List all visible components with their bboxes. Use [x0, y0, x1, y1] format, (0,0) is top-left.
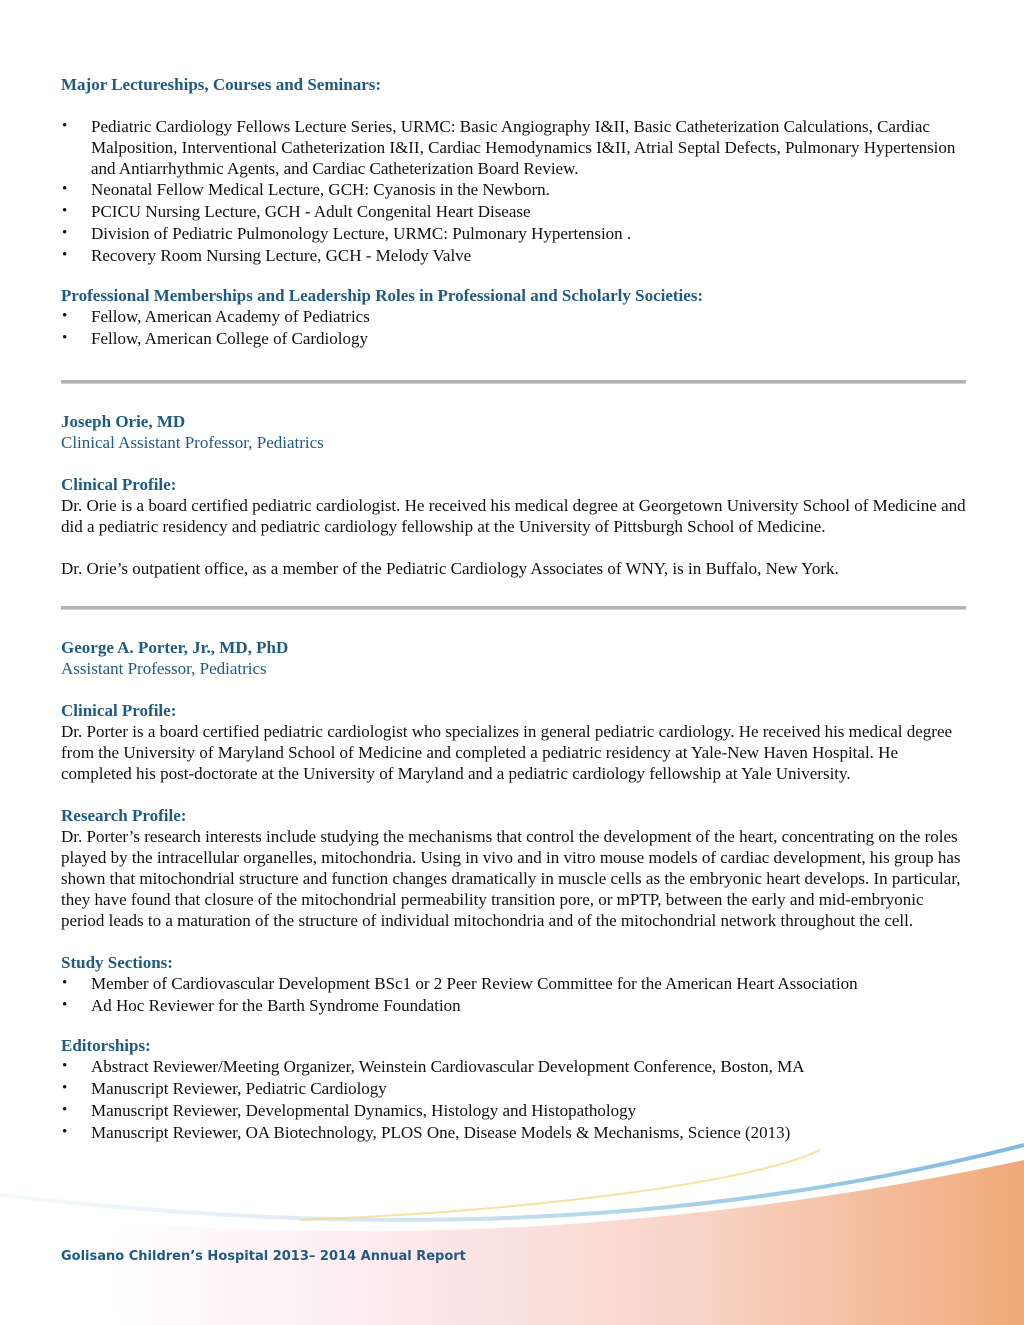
- porter-research-text: Dr. Porter’s research interests include studying the mechanisms that control the development of the heart, concentrating on the roles played by the intracellular organelles, mitochondria. Using in vivo and in vitro mouse models of cardiac development, his group has shown that mitochondrial structure and function changes dramatically in muscle cells as the embryonic heart develops. In particular, they have found that closure of the mitochondrial permeability transition pore, or mPTP, between the early and mid-embryonic period leads to a maturation of the structure of individual mitochondria and of the mitochondrial network throughout the cell.: [61, 827, 961, 930]
- editorships-list: [61, 1056, 966, 1143]
- lectureships-list: [61, 116, 966, 266]
- orie-office-text: Dr. Orie’s outpatient office, as a member of the Pediatric Cardiology Associates of WNY, is in Buffalo, New York.: [61, 559, 839, 578]
- list-item: • Manuscript Reviewer, Developmental Dynamics, Histology and Histopathology: [61, 1100, 966, 1121]
- porter-title: Assistant Professor, Pediatrics: [61, 659, 267, 678]
- porter-research-heading: Research Profile:: [61, 806, 187, 825]
- memberships-heading: Professional Memberships and Leadership Roles in Professional and Scholarly Societies:: [61, 286, 704, 305]
- memberships-list: [61, 306, 966, 349]
- orie-title: Clinical Assistant Professor, Pediatrics: [61, 433, 324, 452]
- list-item: • Abstract Reviewer/Meeting Organizer, Weinstein Cardiovascular Development Conference, Boston, MA: [61, 1056, 966, 1077]
- footer-report-title: Golisano Children’s Hospital 2013– 2014 Annual Report: [61, 1249, 466, 1264]
- porter-name: George A. Porter, Jr., MD, PhD: [61, 638, 289, 657]
- list-item: • Neonatal Fellow Medical Lecture, GCH: Cyanosis in the Newborn.: [61, 179, 966, 200]
- study-sections-heading: Study Sections:: [61, 953, 173, 972]
- orie-clinical-heading: Clinical Profile:: [61, 475, 177, 494]
- section-divider: [61, 606, 966, 610]
- list-item: • PCICU Nursing Lecture, GCH - Adult Congenital Heart Disease: [61, 201, 966, 222]
- section-divider: [61, 380, 966, 384]
- list-item: • Manuscript Reviewer, Pediatric Cardiology: [61, 1078, 966, 1099]
- list-item: • Division of Pediatric Pulmonology Lecture, URMC: Pulmonary Hypertension .: [61, 223, 966, 244]
- list-item: • Manuscript Reviewer, OA Biotechnology, PLOS One, Disease Models & Mechanisms, Science (2013): [61, 1122, 966, 1143]
- list-item: • Fellow, American College of Cardiology: [61, 328, 966, 349]
- list-item: • Ad Hoc Reviewer for the Barth Syndrome Foundation: [61, 995, 966, 1016]
- lectureships-heading: Major Lectureships, Courses and Seminars:: [61, 75, 382, 94]
- porter-clinical-text: Dr. Porter is a board certified pediatric cardiologist who specializes in general pediatric cardiology. He received his medical degree from the University of Maryland School of Medicine and completed a pediatric residency at Yale-New Haven Hospital. He completed his post-doctorate at the University of Maryland and a pediatric cardiology fellowship at Yale University.: [61, 722, 953, 783]
- porter-clinical-heading: Clinical Profile:: [61, 701, 177, 720]
- list-item: • Member of Cardiovascular Development BSc1 or 2 Peer Review Committee for the American Heart Association: [61, 973, 966, 994]
- study-sections-list: [61, 973, 966, 1016]
- list-item: • Fellow, American Academy of Pediatrics: [61, 306, 966, 327]
- list-item: • Pediatric Cardiology Fellows Lecture Series, URMC: Basic Angiography I&II, Basic Catheterization Calculations, Cardiac Malposition, Interventional Catheterization I&II, Cardiac Hemodynamics I&II, Atrial Septal Defects, Pulmonary Hypertension and Antiarrhythmic Agents, and Cardiac Catheterization Board Review.: [61, 116, 966, 179]
- orie-name: Joseph Orie, MD: [61, 412, 186, 431]
- page-content: [61, 70, 966, 1144]
- orie-clinical-text: Dr. Orie is a board certified pediatric cardiologist. He received his medical degree at Georgetown University School of Medicine and did a pediatric residency and pediatric cardiology fellowship at the University of Pittsburgh School of Medicine.: [61, 496, 966, 536]
- list-item: • Recovery Room Nursing Lecture, GCH - Melody Valve: [61, 245, 966, 266]
- editorships-heading: Editorships:: [61, 1036, 151, 1055]
